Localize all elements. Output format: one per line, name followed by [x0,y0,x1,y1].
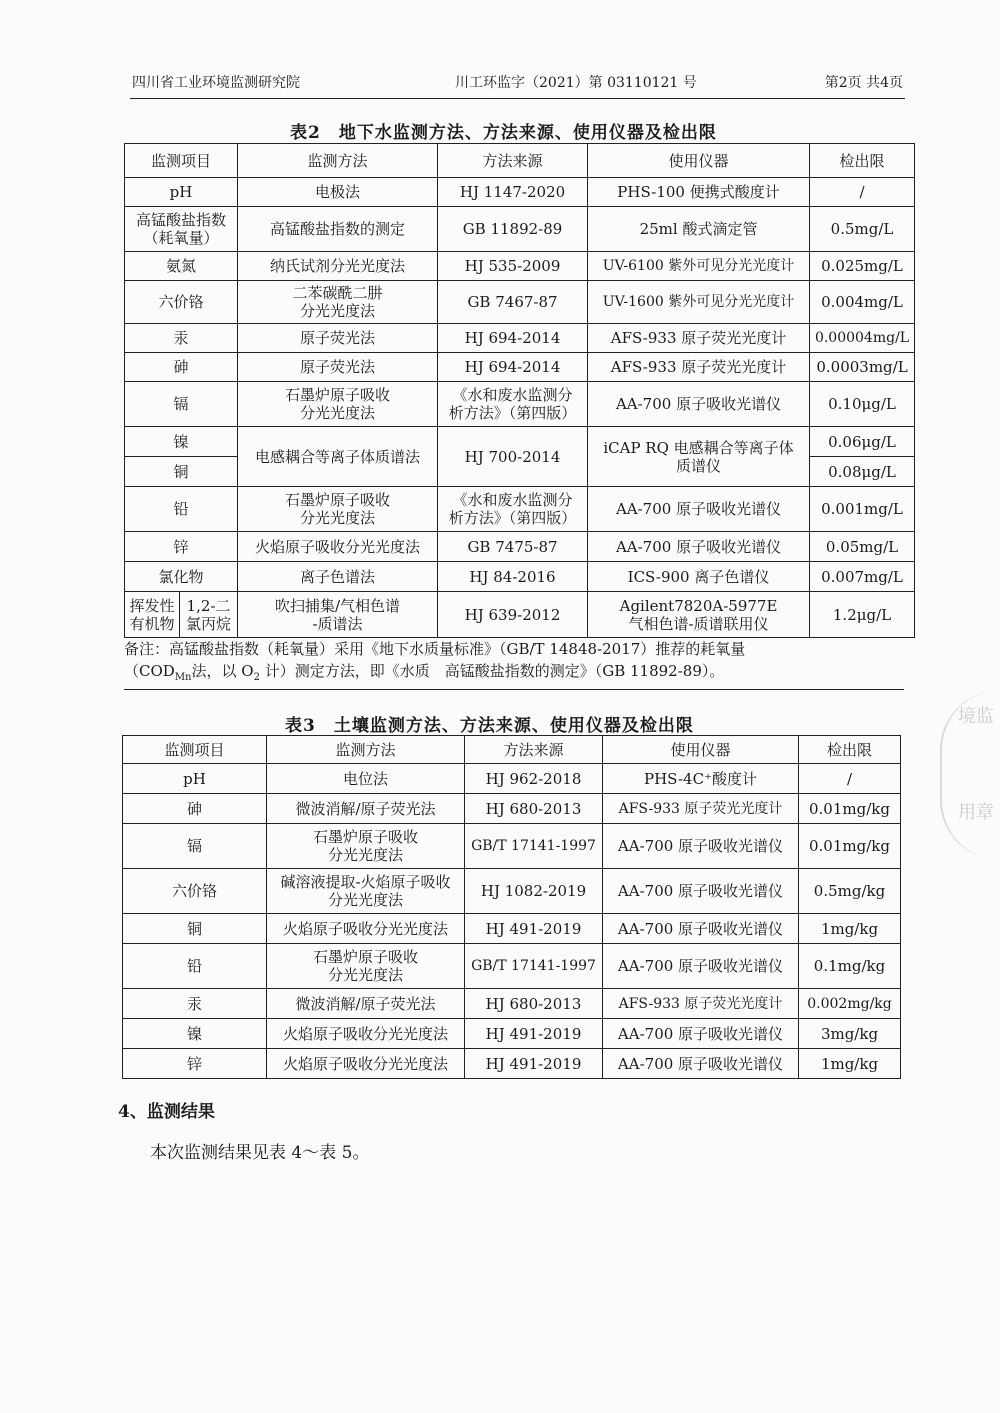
source-cell: HJ 639-2012 [438,592,588,638]
header-item: 监测项目 [125,144,238,178]
method-cell [238,382,438,427]
source-cell: HJ 700-2014 [438,427,588,487]
limit-cell: 0.5mg/kg [799,869,901,914]
source-cell: HJ 962-2018 [465,764,603,794]
limit-cell: 0.06μg/L [810,427,915,457]
source-cell: GB/T 17141-1997 [465,944,603,989]
method-cell [267,824,465,869]
stamp-text: 境监 [958,706,994,727]
method-line: 吹扫捕集/气相色谱 [274,596,401,615]
item-cell: 汞 [123,989,267,1019]
section-heading: 4、监测结果 [118,1102,215,1122]
method-cell: 离子色谱法 [238,562,438,592]
method-line: 分光光度法 [327,891,403,909]
method-cell: 火焰原子吸收分光光度法 [267,1049,465,1079]
method-line: 石墨炉原子吸收 [285,491,391,509]
method-cell [238,487,438,532]
method-cell: 电极法 [238,178,438,207]
source-cell: HJ 535-2009 [438,252,588,281]
instrument-cell [588,592,810,638]
table-row [123,1049,901,1079]
limit-cell: 0.004mg/L [810,281,915,324]
limit-cell: 0.001mg/L [810,487,915,532]
document-number: 川工环监字（2021）第 03110121 号 [455,75,697,91]
header-item: 监测项目 [123,736,267,764]
instrument-cell: AFS-933 原子荧光光度计 [588,353,810,382]
item-cell: 氨氮 [125,252,238,281]
instrument-cell: AA-700 原子吸收光谱仪 [588,532,810,562]
instrument-line: iCAP RQ 电感耦合等离子体 [603,438,794,457]
item-cell: 铜 [125,457,238,487]
table-row [123,1019,901,1049]
instrument-cell: AA-700 原子吸收光谱仪 [603,914,799,944]
header-instrument: 使用仪器 [603,736,799,764]
limit-cell: / [810,178,915,207]
method-line: 石墨炉原子吸收 [312,948,418,966]
limit-cell: / [799,764,901,794]
instrument-line: Agilent7820A-5977E [619,596,778,615]
limit-cell: 0.08μg/L [810,457,915,487]
source-cell: HJ 84-2016 [438,562,588,592]
source-cell [438,487,588,532]
item-cell: 镉 [123,824,267,869]
method-cell [238,281,438,324]
method-cell: 原子荧光法 [238,324,438,353]
instrument-cell: AA-700 原子吸收光谱仪 [603,1049,799,1079]
group-line: 挥发性 [129,596,175,615]
table-row [125,427,915,457]
table-row [123,764,901,794]
item-cell: 镍 [125,427,238,457]
item-cell: 锌 [123,1049,267,1079]
instrument-cell: AA-700 原子吸收光谱仪 [603,824,799,869]
instrument-cell: AFS-933 原子荧光光度计 [603,794,799,824]
instrument-cell: UV-6100 紫外可见分光光度计 [588,252,810,281]
limit-cell: 0.00004mg/L [810,324,915,353]
method-line: -质谱法 [312,614,363,633]
table-row [125,353,915,382]
source-line: 《水和废水监测分 [452,386,573,404]
instrument-cell: 25ml 酸式滴定管 [588,207,810,252]
table2-caption: 表2 地下水监测方法、方法来源、使用仪器及检出限 [290,123,717,143]
method-line: 分光光度法 [300,404,376,422]
table-row [125,178,915,207]
source-cell: HJ 491-2019 [465,1049,603,1079]
limit-cell: 1mg/kg [799,914,901,944]
item-cell: 氯化物 [125,562,238,592]
item-cell [125,207,238,252]
table3-caption: 表3 土壤监测方法、方法来源、使用仪器及检出限 [285,716,694,736]
table-row [123,794,901,824]
table-row [125,207,915,252]
limit-cell: 0.01mg/kg [799,824,901,869]
table-row [123,944,901,989]
instrument-cell: AA-700 原子吸收光谱仪 [603,944,799,989]
method-cell: 微波消解/原子荧光法 [267,794,465,824]
source-line: 《水和废水监测分 [452,491,573,509]
source-cell: HJ 491-2019 [465,914,603,944]
note-subscript: 2 [253,672,260,683]
item-cell: 镉 [125,382,238,427]
header-source: 方法来源 [438,144,588,178]
limit-cell: 1.2μg/L [810,592,915,638]
source-line: 析方法》（第四版） [448,404,577,422]
method-cell [238,592,438,638]
source-cell: GB 7467-87 [438,281,588,324]
method-cell: 火焰原子吸收分光光度法 [267,1019,465,1049]
instrument-cell: ICS-900 离子色谱仪 [588,562,810,592]
table-row [123,869,901,914]
limit-cell: 0.007mg/L [810,562,915,592]
item-cell: 镍 [123,1019,267,1049]
table-header-row [123,736,901,764]
instrument-cell: AFS-933 原子荧光光度计 [603,989,799,1019]
instrument-line: 气相色谱-质谱联用仪 [628,614,769,633]
item-line: 1,2-二 [186,596,231,615]
group-cell [125,592,180,638]
item-line: （耗氧量） [143,229,219,247]
table-row [123,989,901,1019]
method-cell: 电感耦合等离子体质谱法 [238,427,438,487]
table3-soil-methods [122,735,901,1079]
method-cell [267,869,465,914]
source-cell: HJ 491-2019 [465,1019,603,1049]
method-cell: 高锰酸盐指数的测定 [238,207,438,252]
limit-cell: 1mg/kg [799,1049,901,1079]
note-line [124,660,904,689]
table-row [125,532,915,562]
source-cell: HJ 1147-2020 [438,178,588,207]
method-line: 分光光度法 [327,966,403,984]
instrument-cell: PHS-4C⁺酸度计 [603,764,799,794]
header-limit: 检出限 [810,144,915,178]
method-cell [267,944,465,989]
instrument-cell: AA-700 原子吸收光谱仪 [588,487,810,532]
method-line: 分光光度法 [300,302,376,320]
table-row [125,324,915,353]
table2-groundwater-methods [124,143,915,638]
table-row [125,487,915,532]
limit-cell: 0.0003mg/L [810,353,915,382]
method-line: 分光光度法 [327,846,403,864]
item-cell: 砷 [123,794,267,824]
item-cell: 砷 [125,353,238,382]
limit-cell: 0.01mg/kg [799,794,901,824]
page-header [130,70,905,99]
method-cell: 电位法 [267,764,465,794]
item-cell: 铜 [123,914,267,944]
method-cell: 原子荧光法 [238,353,438,382]
method-cell: 微波消解/原子荧光法 [267,989,465,1019]
section-body-text: 本次监测结果见表 4～表 5。 [150,1143,370,1163]
limit-cell: 0.05mg/L [810,532,915,562]
source-cell: HJ 680-2013 [465,794,603,824]
method-cell: 纳氏试剂分光光度法 [238,252,438,281]
item-cell: 六价铬 [123,869,267,914]
header-instrument: 使用仪器 [588,144,810,178]
table-row [125,382,915,427]
item-cell: 铅 [123,944,267,989]
source-cell: HJ 680-2013 [465,989,603,1019]
note-fragment: 法，以 O [191,662,254,680]
source-cell: HJ 694-2014 [438,324,588,353]
limit-cell: 0.025mg/L [810,252,915,281]
limit-cell: 0.5mg/L [810,207,915,252]
instrument-cell: AA-700 原子吸收光谱仪 [588,382,810,427]
seal-stamp-fragment [940,690,1000,860]
limit-cell: 0.1mg/kg [799,944,901,989]
item-cell [180,592,238,638]
instrument-cell: AFS-933 原子荧光光度计 [588,324,810,353]
note-subscript: Mn [174,672,192,683]
item-cell: 六价铬 [125,281,238,324]
table2-note [124,638,904,690]
table-row [125,562,915,592]
method-line: 分光光度法 [300,509,376,527]
item-line: 高锰酸盐指数 [136,211,227,229]
header-method: 监测方法 [238,144,438,178]
header-source: 方法来源 [465,736,603,764]
method-line: 石墨炉原子吸收 [285,386,391,404]
note-line: 备注：高锰酸盐指数（耗氧量）采用《地下水质量标准》（GB/T 14848-2017）推荐的耗氧量 [124,640,746,658]
table-row [125,592,915,638]
item-line: 氯丙烷 [186,614,232,633]
limit-cell: 0.10μg/L [810,382,915,427]
table-row [123,824,901,869]
instrument-cell: AA-700 原子吸收光谱仪 [603,1019,799,1049]
method-line: 碱溶液提取-火焰原子吸收 [280,873,451,891]
table-row [125,252,915,281]
item-cell: pH [123,764,267,794]
source-line: 析方法》（第四版） [448,509,577,527]
instrument-cell: UV-1600 紫外可见分光光度计 [588,281,810,324]
note-fragment: （COD [124,662,175,680]
method-line: 二苯碳酰二肼 [292,284,383,302]
header-limit: 检出限 [799,736,901,764]
instrument-line: 质谱仪 [676,456,722,475]
group-line: 有机物 [129,614,175,633]
source-cell: GB 11892-89 [438,207,588,252]
method-cell: 火焰原子吸收分光光度法 [267,914,465,944]
limit-cell: 0.002mg/kg [799,989,901,1019]
source-cell: HJ 1082-2019 [465,869,603,914]
item-cell: 铅 [125,487,238,532]
source-cell: GB 7475-87 [438,532,588,562]
source-cell [438,382,588,427]
instrument-cell [588,427,810,487]
page-number: 第2页 共4页 [824,75,903,91]
instrument-cell: PHS-100 便携式酸度计 [588,178,810,207]
table-header-row [125,144,915,178]
instrument-cell: AA-700 原子吸收光谱仪 [603,869,799,914]
source-cell: GB/T 17141-1997 [465,824,603,869]
note-fragment: 计）测定方法，即《水质 高锰酸盐指数的测定》（GB 11892-89）。 [259,662,725,680]
item-cell: pH [125,178,238,207]
item-cell: 锌 [125,532,238,562]
item-cell: 汞 [125,324,238,353]
stamp-text: 用章 [958,802,994,823]
table-row [123,914,901,944]
method-cell: 火焰原子吸收分光光度法 [238,532,438,562]
limit-cell: 3mg/kg [799,1019,901,1049]
table-row [125,281,915,324]
source-cell: HJ 694-2014 [438,353,588,382]
method-line: 石墨炉原子吸收 [312,828,418,846]
org-name: 四川省工业环境监测研究院 [132,75,300,91]
header-method: 监测方法 [267,736,465,764]
